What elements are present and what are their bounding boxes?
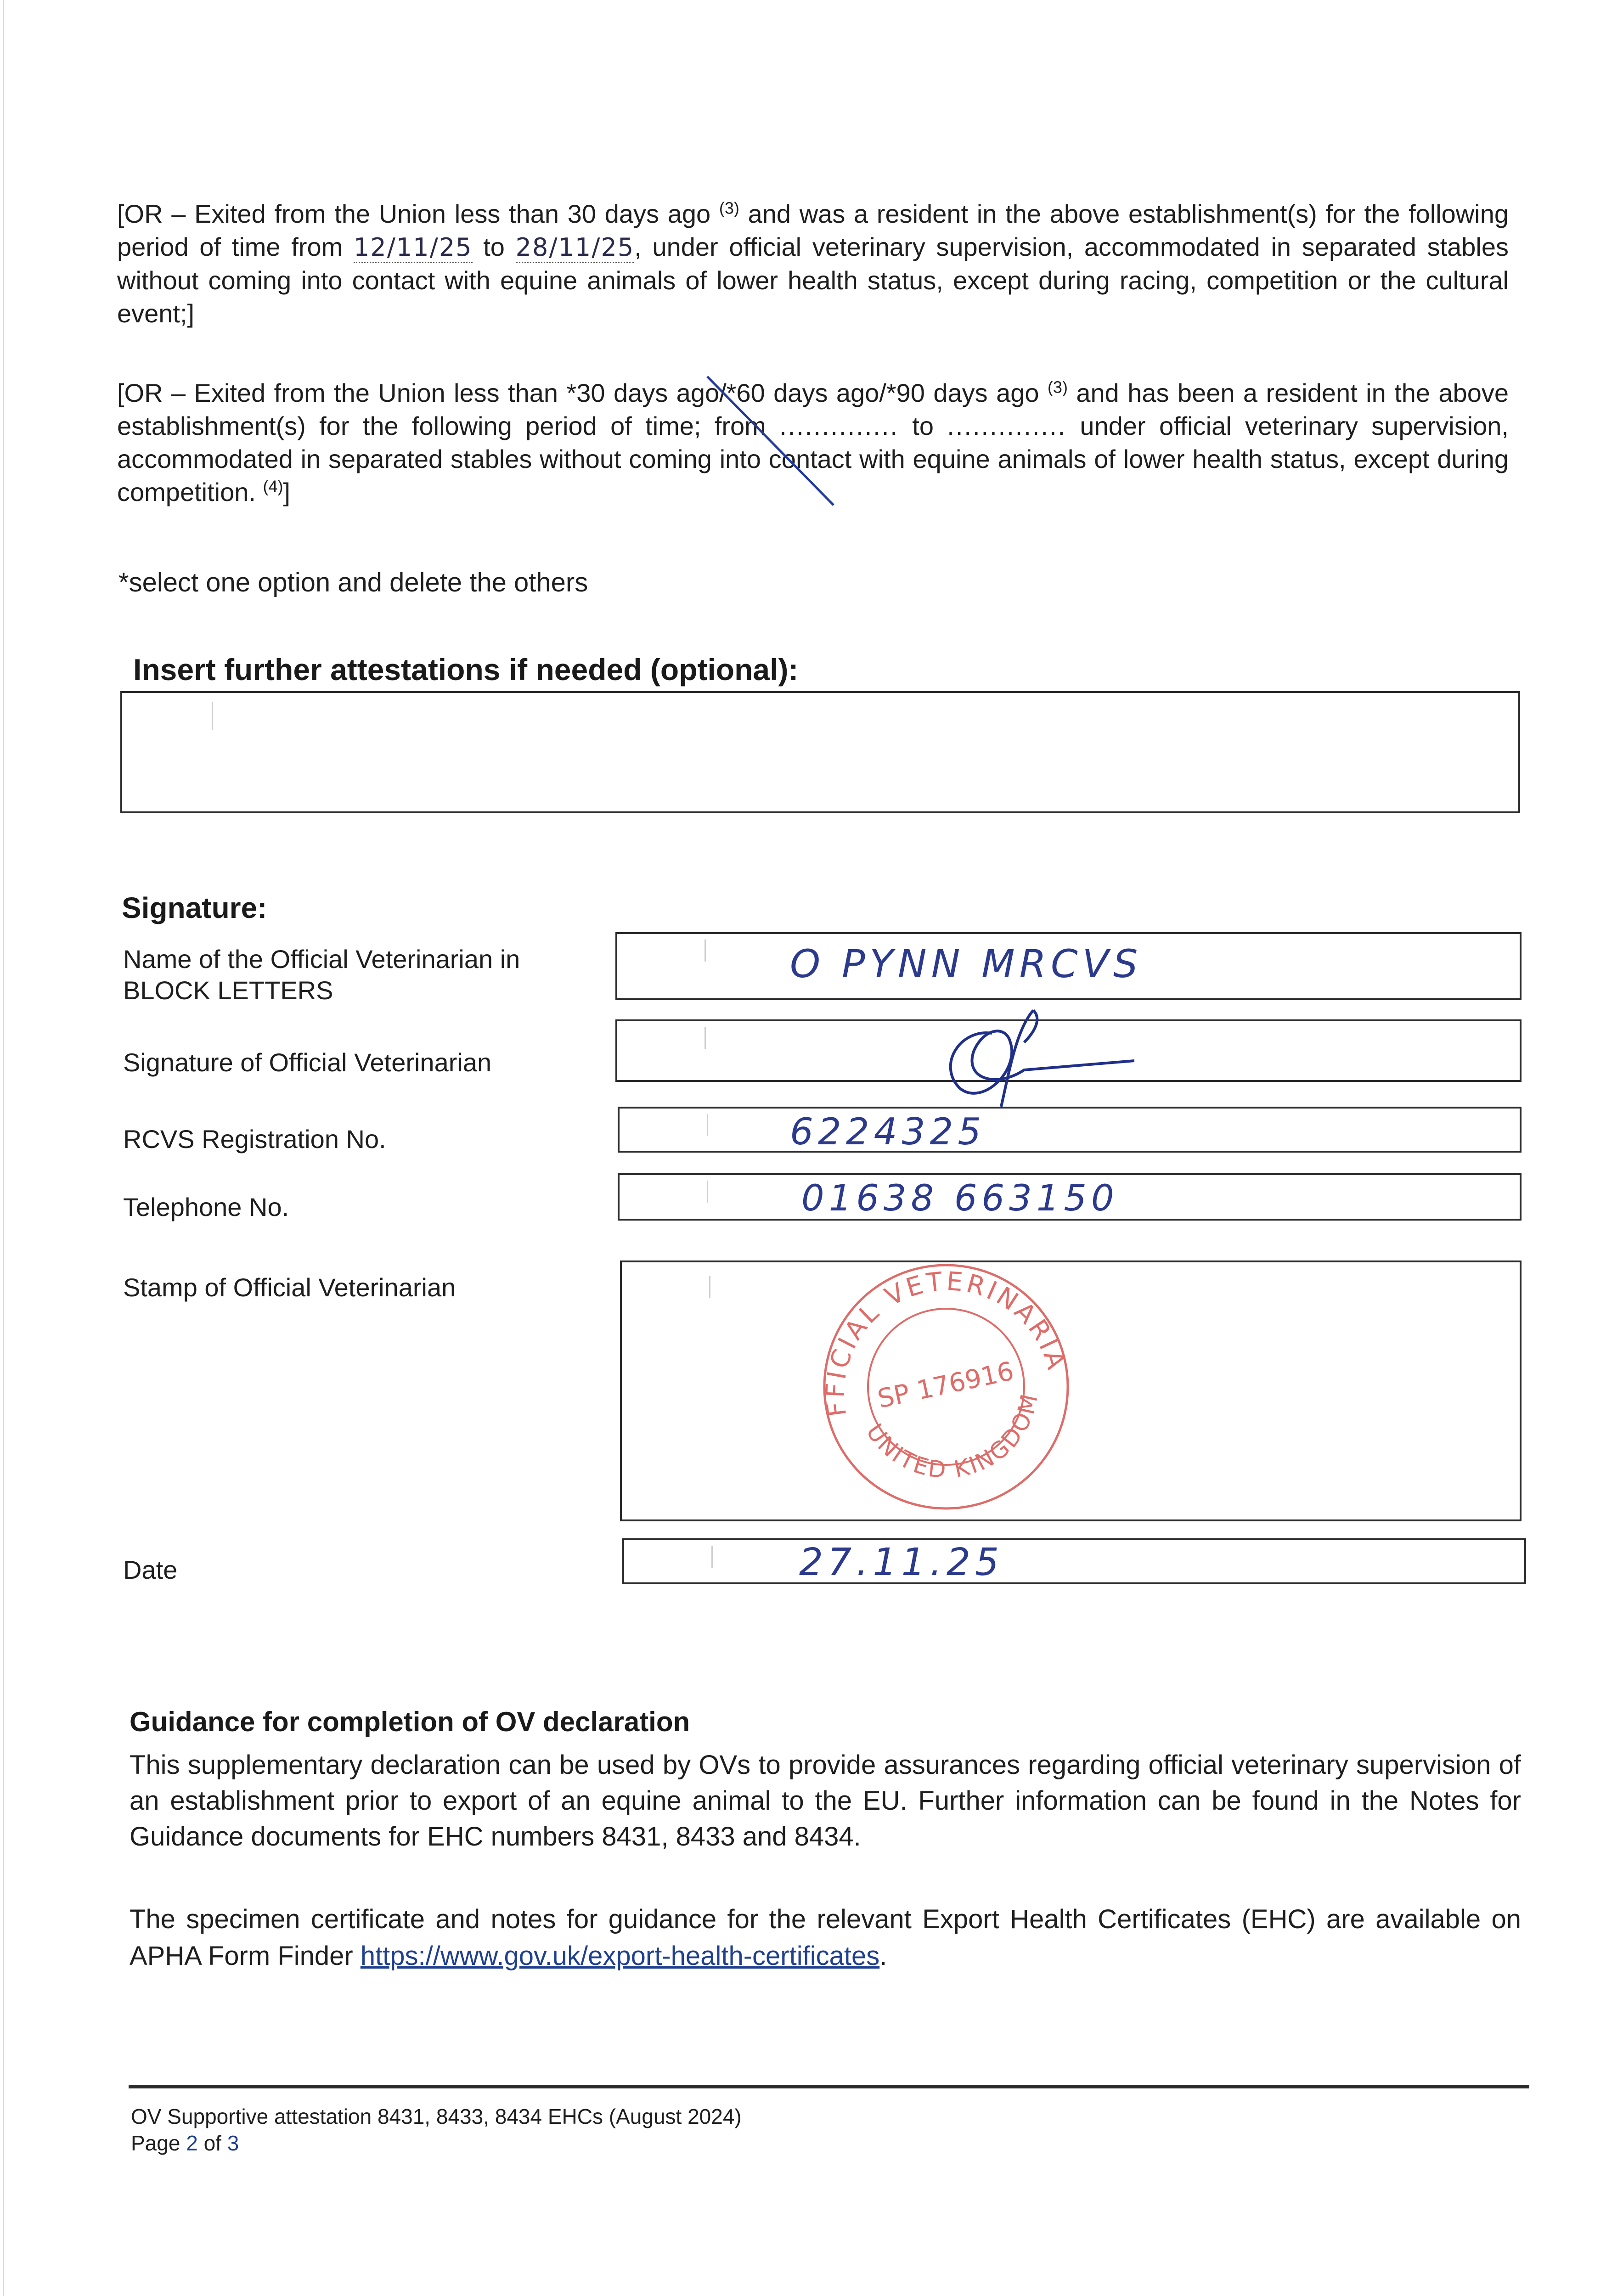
- page-number: Page 2 of 3: [131, 2131, 239, 2155]
- vet-name-handwritten: O PYNN MRCVS: [790, 941, 1143, 986]
- vet-name-label: Name of the Official Veterinarian in BLOCK LETTERS: [123, 945, 520, 1005]
- form-finder-paragraph: The specimen certificate and notes for guidance for the relevant Export Health Certificates (EHC) are available on APHA Form Finder https://www.gov.uk/export-health-certificates.: [130, 1904, 1521, 1971]
- telephone-handwritten: 01638 663150: [801, 1178, 1119, 1219]
- exit-30-60-90-days-paragraph: [OR – Exited from the Union less than *30 days ago/*60 days ago/*90 days ago $^{(3)}$ and has been a resident in the above establishment(s) for the following period of time; from .............. to .............. under official veterinary supervision, accommodated in separated stables without coming into contact with equine animals of lower health status, except during competition. $^{(4)}$]: [117, 377, 1509, 506]
- date-handwritten: 27.11.25: [799, 1541, 1004, 1584]
- export-health-certificates-link[interactable]: https://www.gov.uk/export-health-certificates: [360, 1941, 880, 1971]
- exit-30-days-paragraph: [OR – Exited from the Union less than 30 days ago $^{(3)}$ and was a resident in the above establishment(s) for the following period of time from 12/11/25 to 28/11/25, under official veterinary supervision, accommodated in separated stables without coming into contact with equine animals of lower health status, except during racing, competition or the cultural event;]: [117, 198, 1509, 328]
- further-attestations-field[interactable]: [120, 691, 1520, 813]
- footer-rule: [129, 2085, 1529, 2088]
- signature-label: Signature of Official Veterinarian: [123, 1048, 492, 1077]
- official-veterinarian-stamp: [808, 1249, 1084, 1525]
- select-option-note: *select one option and delete the others: [118, 568, 588, 597]
- guidance-heading: Guidance for completion of OV declaration: [130, 1706, 690, 1737]
- date-field[interactable]: [622, 1538, 1526, 1584]
- telephone-label: Telephone No.: [123, 1193, 289, 1221]
- signature-heading: Signature:: [122, 891, 267, 924]
- footer-title: OV Supportive attestation 8431, 8433, 8434 EHCs (August 2024): [131, 2105, 742, 2128]
- further-attestations-heading: Insert further attestations if needed (optional):: [133, 653, 799, 687]
- to-date: 28/11/25: [516, 233, 635, 263]
- handwritten-signature: [919, 1001, 1157, 1120]
- rcvs-field[interactable]: [618, 1107, 1522, 1153]
- stamp-label: Stamp of Official Veterinarian: [123, 1273, 456, 1302]
- stamp-top-text: OFFICIAL VETERINARIAN: [820, 1266, 1072, 1419]
- guidance-paragraph: This supplementary declaration can be used by OVs to provide assurances regarding official veterinary supervision of an establishment prior to export of an equine animal to the EU. Further information can be found in the Notes for Guidance documents for EHC numbers 8431, 8433 and 8434.: [130, 1750, 1521, 1851]
- date-label: Date: [123, 1555, 178, 1584]
- rcvs-handwritten: 6224325: [790, 1110, 986, 1153]
- stamp-bottom-text: UNITED KINGDOM: [861, 1390, 1043, 1484]
- stamp-number: SP 176916: [875, 1356, 1017, 1414]
- rcvs-label: RCVS Registration No.: [123, 1125, 386, 1154]
- from-date: 12/11/25: [354, 233, 473, 263]
